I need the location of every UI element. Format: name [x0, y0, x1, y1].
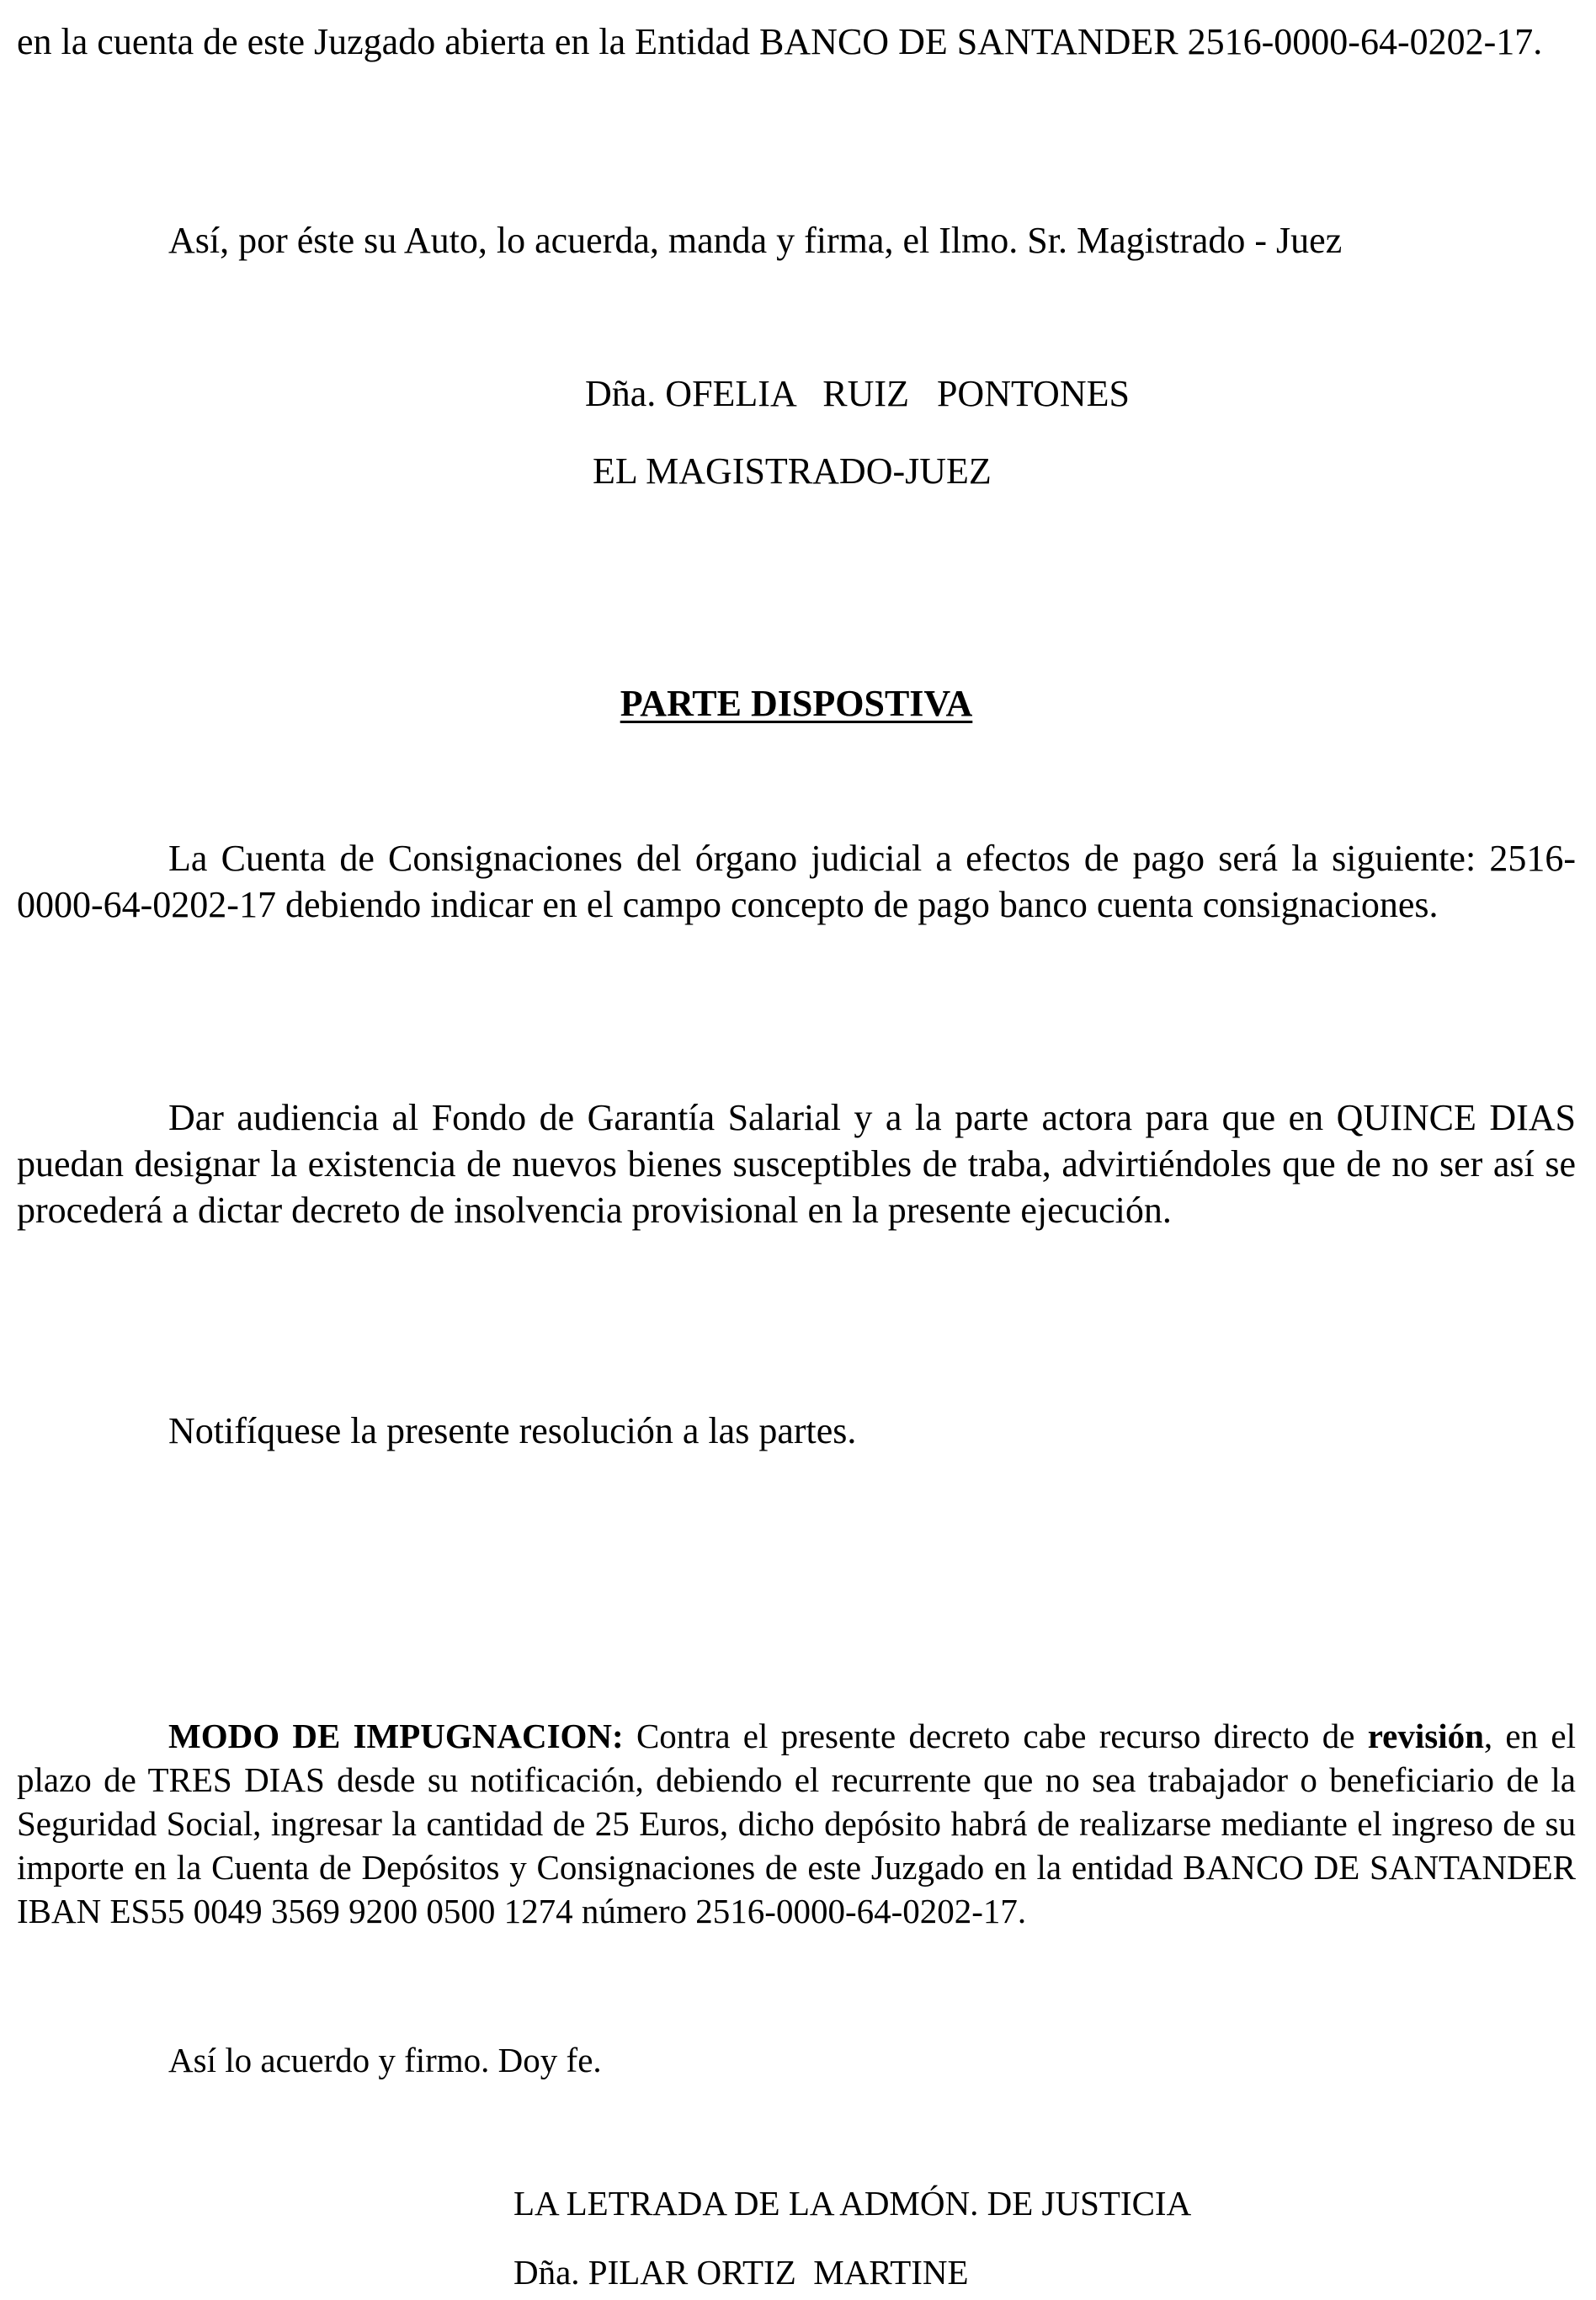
paragraph-modo-impugnacion: [17, 1714, 1576, 1933]
paragraph-cuenta-consignaciones: La Cuenta de Consignaciones del órgano judicial a efectos de pago será la siguiente: 2516-0000-64-0202-17 debiendo indicar en el campo concepto de pago banco cuenta consignaciones.: [17, 838, 1576, 925]
impugnacion-label: MODO DE IMPUGNACION:: [168, 1717, 624, 1755]
paragraph-notifiquese: Notifíquese la presente resolución a las partes.: [168, 1410, 857, 1451]
section-heading-parte-dispositiva: PARTE DISPOSTIVA: [620, 683, 973, 724]
paragraph-auto-signature: Así, por éste su Auto, lo acuerda, manda y firma, el Ilmo. Sr. Magistrado - Juez: [168, 220, 1343, 261]
paragraph-account-intro: en la cuenta de este Juzgado abierta en la Entidad BANCO DE SANTANDER 2516-0000-64-0202-17.: [17, 21, 1543, 62]
letrada-name: Dña. PILAR ORTIZ MARTINE: [513, 2253, 969, 2292]
paragraph-doy-fe: Así lo acuerdo y firmo. Doy fe.: [168, 2041, 602, 2079]
judge-title: EL MAGISTRADO-JUEZ: [593, 450, 992, 492]
impugnacion-text-b: , en el plazo de TRES DIAS desde su notificación, debiendo el recurrente que no sea trabajador o beneficiario de la Seguridad Social, ingresar la cantidad de 25 Euros, dicho depósito habrá de realizarse mediante el ingreso de su importe en la Cuenta de Depósitos y Consignaciones de este Juzgado en la entidad BANCO DE SANTANDER IBAN ES55 0049 3569 9200 0500 1274 número 2516-0000-64-0202-17.: [17, 1717, 1576, 1930]
letrada-title: LA LETRADA DE LA ADMÓN. DE JUSTICIA: [513, 2184, 1192, 2223]
judge-name: Dña. OFELIA RUIZ PONTONES: [585, 373, 1130, 414]
impugnacion-bold-word: revisión: [1367, 1717, 1484, 1755]
paragraph-dar-audiencia: Dar audiencia al Fondo de Garantía Salarial y a la parte actora para que en QUINCE DIAS puedan designar la existencia de nuevos bienes susceptibles de traba, advirtiéndoles que de no ser así se procederá a dictar decreto de insolvencia provisional en la presente ejecución.: [17, 1097, 1576, 1231]
impugnacion-text-a: Contra el presente decreto cabe recurso directo de: [623, 1717, 1368, 1755]
